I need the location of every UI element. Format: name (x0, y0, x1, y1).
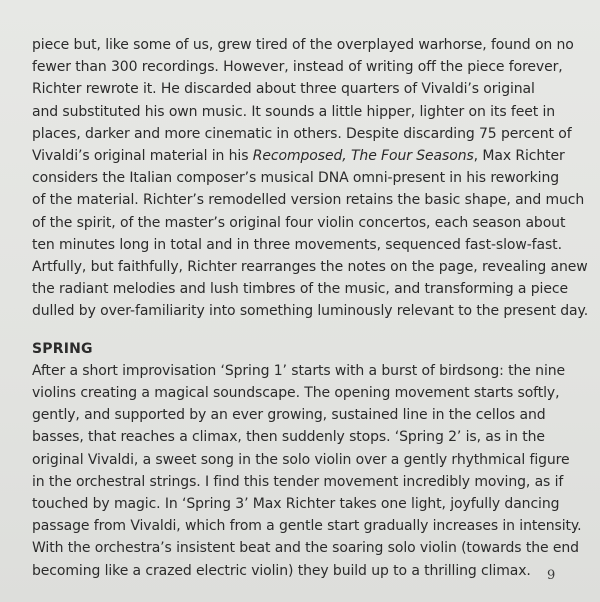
page-number: 9 (547, 568, 556, 583)
paragraph-intro (32, 34, 589, 323)
text-line (32, 145, 572, 167)
text-line: places, darker and more cinematic in others. Despite discarding 75 percent of (32, 125, 572, 142)
text-line: With the orchestra’s insistent beat and the soaring solo violin (towards the end (32, 540, 579, 557)
text-line: in the orchestral strings. I find this tender movement incredibly moving, as if (32, 473, 564, 490)
text-line: becoming like a crazed electric violin) they build up to a thrilling climax. (32, 562, 531, 579)
text-line: touched by magic. In ‘Spring 3’ Max Richter takes one light, joyfully dancing (32, 496, 560, 513)
album-title: Recomposed, The Four Seasons (252, 148, 474, 165)
text-line: and substituted his own music. It sounds a little hipper, lighter on its feet in (32, 103, 556, 120)
text-line: fewer than 300 recordings. However, instead of writing off the piece forever, (32, 59, 563, 76)
text-line: original Vivaldi, a sweet song in the solo violin over a gently rhythmical figure (32, 451, 570, 468)
text-line: gently, and supported by an ever growing, sustained line in the cellos and (32, 407, 546, 424)
text-line: of the material. Richter’s remodelled version retains the basic shape, and much (32, 192, 585, 209)
text-line: dulled by over-familiarity into something luminously relevant to the present day. (32, 303, 589, 320)
text-line: violins creating a magical soundscape. The opening movement starts softly, (32, 385, 560, 402)
text-line: passage from Vivaldi, which from a gentle start gradually increases in intensity. (32, 518, 582, 535)
text-line: Richter rewrote it. He discarded about three quarters of Vivaldi’s original (32, 81, 535, 98)
text-line: Artfully, but faithfully, Richter rearranges the notes on the page, revealing anew (32, 259, 588, 276)
text-line: After a short improvisation ‘Spring 1’ starts with a burst of birdsong: the nine (32, 362, 566, 379)
text-segment: Vivaldi’s original material in his (32, 148, 253, 165)
text-line: ten minutes long in total and in three movements, sequenced fast-slow-fast. (32, 236, 562, 253)
text-line: basses, that reaches a climax, then suddenly stops. ‘Spring 2’ is, as in the (32, 429, 545, 446)
paragraph-spring (32, 360, 582, 582)
text-line: considers the Italian composer’s musical DNA omni-present in his reworking (32, 170, 560, 187)
text-block (32, 34, 589, 582)
text-line: piece but, like some of us, grew tired of the overplayed warhorse, found on no (32, 37, 574, 53)
section-heading-spring: SPRING (32, 340, 93, 357)
text-line: the radiant melodies and lush timbres of the music, and transforming a piece (32, 281, 568, 298)
text-line: of the spirit, of the master’s original four violin concertos, each season about (32, 214, 566, 231)
text-segment: , Max Richter (473, 148, 565, 165)
